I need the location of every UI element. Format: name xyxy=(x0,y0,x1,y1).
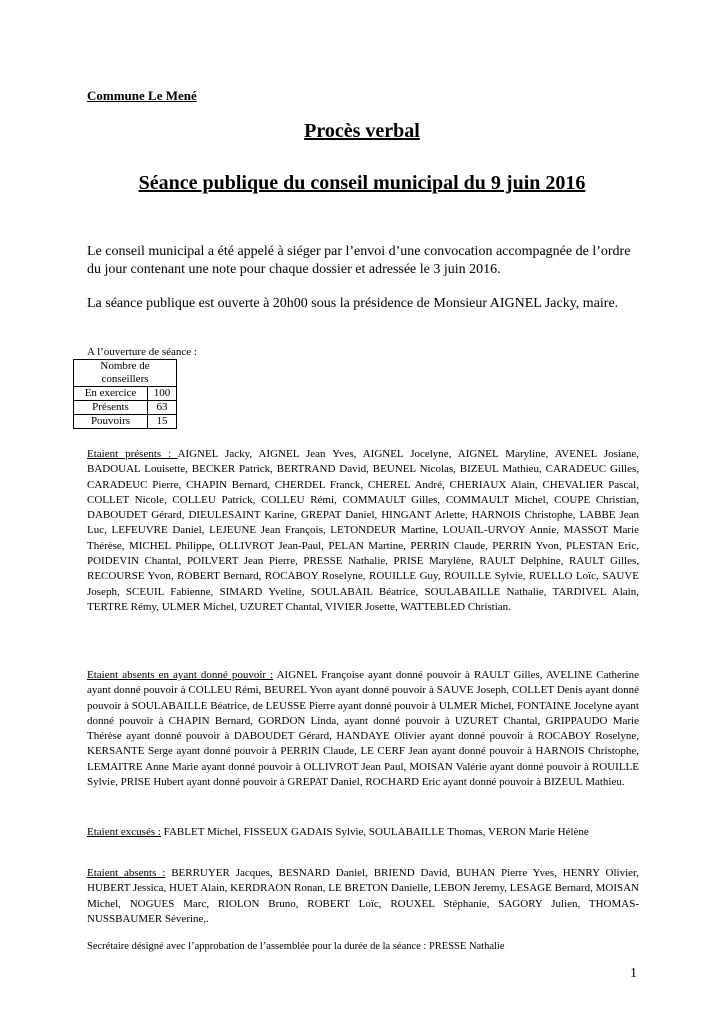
document-title: Procès verbal xyxy=(304,120,420,142)
absents-paragraph xyxy=(87,866,639,927)
table-row xyxy=(74,387,177,401)
row-label: Pouvoirs xyxy=(74,415,148,429)
absents-lead: Etaient absents : xyxy=(87,867,166,879)
row-label: En exercice xyxy=(74,387,148,401)
pouvoir-list: AIGNEL Françoise ayant donné pouvoir à RAULT Gilles, AVELINE Catherine ayant donné pouvoir à COLLEU Rémi, BEUREL Yvon ayant donné pouvoir à SAUVE Joseph, COLLET Denis ayant donné pouvoir à SOULABAILLE Béatrice, de LEUSSE Pierre ayant donné pouvoir à ULMER Michel, FONTAINE Jocelyne ayant donné pouvoir à CHAPIN Bernard, GORDON Linda, ayant donné pouvoir à UZURET Chantal, GRIPPAUDO Marie Thérèse ayant donné pouvoir à DABOUDET Gérard, HANDAYE Olivier ayant donné pouvoir à ROCABOY Roselyne, KERSANTE Serge ayant donné pouvoir à PERRIN Claude, LE CERF Jean ayant donné pouvoir à HARNOIS Christophe, LEMAITRE Anne Marie ayant donné pouvoir à OLLIVROT Jean Paul, MOISAN Valérie ayant donné pouvoir à ROUILLE Sylvie, PRISE Hubert ayant donné pouvoir à GREPAT Daniel, ROCHARD Eric ayant donné pouvoir à BIZEUL Mathieu. xyxy=(87,669,639,789)
document-subtitle: Séance publique du conseil municipal du 9 juin 2016 xyxy=(138,172,586,194)
opening-label: A l’ouverture de séance : xyxy=(87,346,197,358)
pouvoir-paragraph xyxy=(87,668,639,790)
presents-paragraph xyxy=(87,447,639,615)
table-header-row xyxy=(74,360,177,387)
row-value: 100 xyxy=(148,387,177,401)
intro-convocation: Le conseil municipal a été appelé à siéger par l’envoi d’une convocation accompagnée de l’ordre du jour contenant une note pour chaque dossier et adressée le 3 juin 2016. xyxy=(87,244,631,277)
row-value: 63 xyxy=(148,401,177,415)
absents-list: BERRUYER Jacques, BESNARD Daniel, BRIEND David, BUHAN Pierre Yves, HENRY Olivier, HUBERT Jessica, HUET Alain, KERDRAON Ronan, LE BRETON Danielle, LEBON Jeremy, LESAGE Bernard, MOISAN Michel, NOGUES Marc, RIOLON Bruno, ROBERT Loïc, ROUXEL Stéphanie, SAGORY Julien, THOMAS-NUSSBAUMER Séverine,. xyxy=(87,867,640,925)
intro-ouverture: La séance publique est ouverte à 20h00 sous la présidence de Monsieur AIGNEL Jacky, maire. xyxy=(87,296,619,311)
commune-name: Commune Le Mené xyxy=(87,88,197,103)
presents-lead: Etaient présents : xyxy=(87,448,178,460)
excuses-list: FABLET Michel, FISSEUX GADAIS Sylvie, SOULABAILLE Thomas, VERON Marie Hélène xyxy=(160,826,589,838)
excuses-paragraph xyxy=(87,825,639,840)
table-header: Nombre de conseillers xyxy=(74,360,177,387)
pouvoir-lead: Etaient absents en ayant donné pouvoir : xyxy=(87,669,274,681)
council-count-table xyxy=(73,359,177,429)
row-label: Présents xyxy=(74,401,148,415)
excuses-lead: Etaient excusés : xyxy=(87,826,161,838)
presents-list: AIGNEL Jacky, AIGNEL Jean Yves, AIGNEL Jocelyne, AIGNEL Maryline, AVENEL Josiane, BADOUAL Louisette, BECKER Patrick, BERTRAND David, BEUNEL Nicolas, BIZEUL Mathieu, CARADEUC Gilles, CARADEUC Pierre, CHAPIN Bernard, CHERDEL Franck, CHEREL André, CHERIAUX Alain, CHEVALIER Pascal, COLLET Nicole, COLLEU Patrick, COLLEU Rémi, COMMAULT Gilles, COMMAULT Michel, COUPE Christian, DABOUDET Gérard, DIEULESAINT Karine, GREPAT Daniel, HINGANT Arlette, HARNOIS Christophe, LABBE Jean Luc, LEFEUVRE Daniel, LEJEUNE Jean François, LETONDEUR Martine, LOUAIL-URVOY Annie, MASSOT Marie Thérèse, MICHEL Philippe, OLLIVROT Jean-Paul, PELAN Martine, PERRIN Claude, PERRIN Yvon, PLESTAN Eric, POIDEVIN Chantal, POILVERT Jean Pierre, PRESSE Nathalie, PRISE Marylène, RAULT Delphine, RAULT Gilles, RECOURSE Yvon, ROBERT Bernard, ROCABOY Roselyne, ROUILLE Guy, ROUILLE Sylvie, RUELLO Loïc, SAUVE Joseph, SCEUIL Fabienne, SIMARD Yveline, SOULABAIL Béatrice, SOULABAILLE Nathalie, TARDIVEL Alain, TERTRE Rémy, ULMER Michel, UZURET Chantal, VIVIER Josette, WATTEBLED Christian. xyxy=(87,448,639,613)
table-row xyxy=(74,415,177,429)
page-number: 1 xyxy=(630,966,637,981)
row-value: 15 xyxy=(148,415,177,429)
table-row xyxy=(74,401,177,415)
secretaire-line: Secrétaire désigné avec l’approbation de l’assemblée pour la durée de la séance : PRESSE Nathalie xyxy=(87,941,505,952)
